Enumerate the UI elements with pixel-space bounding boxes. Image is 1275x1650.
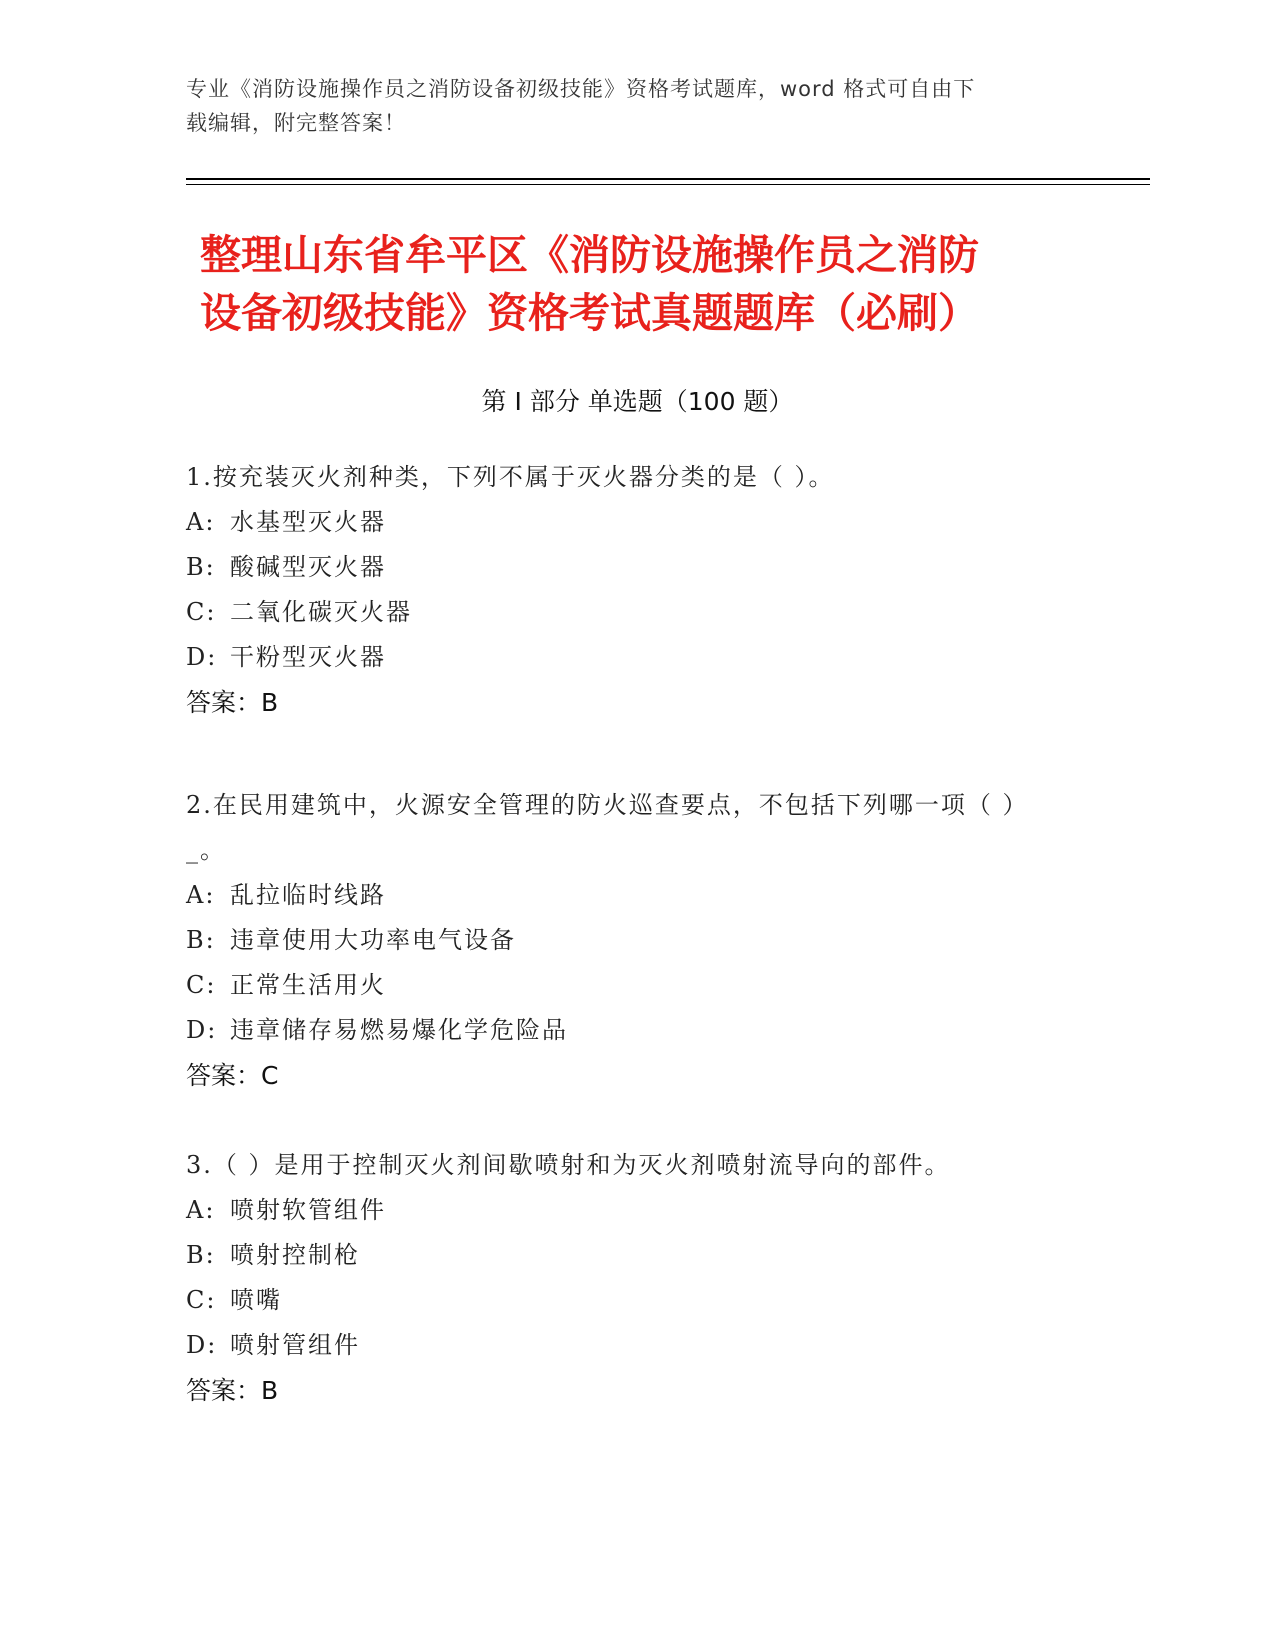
option-text: 酸碱型灭火器 [230, 553, 386, 581]
option-letter: A: [186, 881, 216, 909]
header-rule-thick [186, 178, 1150, 180]
option-letter: B: [186, 926, 216, 954]
question-stem: 3.（ ）是用于控制灭火剂间歇喷射和为灭火剂喷射流导向的部件。 [186, 1151, 951, 1179]
option-d [186, 1008, 1066, 1053]
question-2 [186, 783, 1066, 1099]
option-a [186, 873, 1066, 918]
answer: 答案：C [186, 1061, 279, 1090]
option-letter: A: [186, 1196, 216, 1224]
option-text: 喷嘴 [230, 1286, 282, 1314]
option-text: 二氧化碳灭火器 [230, 598, 412, 626]
option-b [186, 1233, 1066, 1278]
option-letter: C: [186, 1286, 217, 1314]
option-text: 违章储存易燃易爆化学危险品 [230, 1016, 568, 1044]
answer: 答案：B [186, 1376, 279, 1405]
question-3 [186, 1143, 1066, 1414]
option-b [186, 918, 1066, 963]
option-letter: B: [186, 1241, 216, 1269]
header-rule-thin [186, 184, 1150, 185]
option-c [186, 1278, 1066, 1323]
option-text: 正常生活用火 [230, 971, 386, 999]
option-text: 违章使用大功率电气设备 [230, 926, 516, 954]
header-note [186, 72, 1066, 140]
header-note-line-1: 专业《消防设施操作员之消防设备初级技能》资格考试题库，word 格式可自由下 [186, 77, 976, 101]
option-text: 喷射控制枪 [230, 1241, 360, 1269]
document-title [200, 226, 1100, 342]
option-a [186, 1188, 1066, 1233]
question-1 [186, 455, 1066, 726]
option-a [186, 500, 1066, 545]
question-stem: 1.按充装灭火剂种类，下列不属于灭火器分类的是（ ）。 [186, 463, 835, 491]
option-text: 水基型灭火器 [230, 508, 386, 536]
section-heading: 第 I 部分 单选题（100 题） [481, 387, 794, 416]
option-b [186, 545, 1066, 590]
option-letter: D: [186, 1016, 218, 1044]
option-c [186, 963, 1066, 1008]
question-stem: 2.在民用建筑中，火源安全管理的防火巡查要点，不包括下列哪一项（ ）_。 [186, 791, 1029, 864]
document-title-line-1: 整理山东省牟平区《消防设施操作员之消防 [200, 231, 979, 279]
option-letter: C: [186, 598, 217, 626]
option-letter: B: [186, 553, 216, 581]
option-letter: A: [186, 508, 216, 536]
option-d [186, 1323, 1066, 1368]
option-text: 乱拉临时线路 [230, 881, 386, 909]
option-text: 喷射管组件 [230, 1331, 360, 1359]
option-letter: D: [186, 643, 218, 671]
answer: 答案：B [186, 688, 279, 717]
option-letter: D: [186, 1331, 218, 1359]
option-text: 干粉型灭火器 [230, 643, 386, 671]
option-text: 喷射软管组件 [230, 1196, 386, 1224]
document-title-line-2: 设备初级技能》资格考试真题题库（必刷） [200, 289, 979, 337]
option-d [186, 635, 1066, 680]
header-note-line-2: 载编辑，附完整答案！ [186, 111, 406, 135]
option-letter: C: [186, 971, 217, 999]
option-c [186, 590, 1066, 635]
